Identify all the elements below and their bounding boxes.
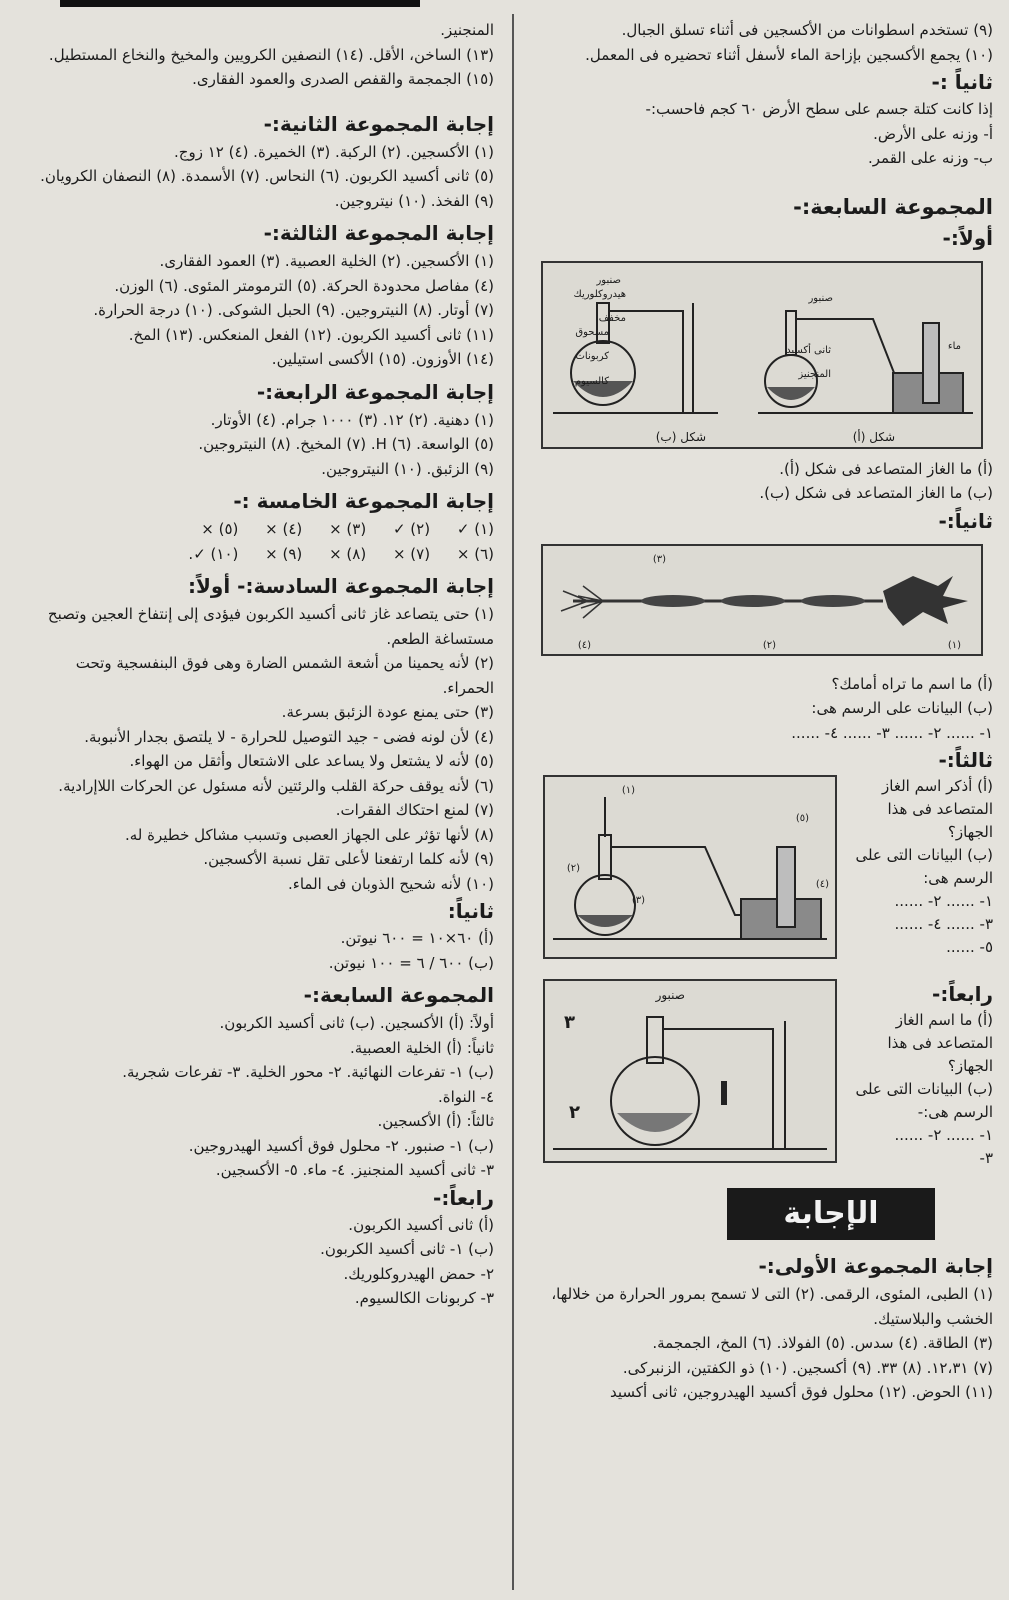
text-line: إذا كانت كتلة جسم على سطح الأرض ٦٠ كجم فاحسب:-: [645, 100, 993, 118]
section-heading: رابعاً:-: [433, 1185, 494, 1210]
answer-mark: (٧) ×: [392, 544, 431, 563]
answer-line: (٤) لأن لونه فضى - جيد التوصيل للحرارة - لا يلتصق بجدار الأنبوبة.: [84, 727, 494, 746]
answer-line: (٩) لأنه كلما ارتفعنا لأعلى تقل نسبة الأكسجين.: [203, 850, 494, 868]
answer-line: (١) حتى يتصاعد غاز ثانى أكسيد الكربون فيؤدى إلى إنتفاخ العجين وتصبح مستساغة الطعم.: [47, 605, 494, 648]
answer-group4-heading: إجابة المجموعة الرابعة:-: [256, 379, 494, 404]
answer-mark: (٣) ×: [329, 520, 367, 538]
answer-mark: (١٠) ✓.: [188, 544, 239, 563]
figure-co2-apparatus: [543, 979, 837, 1163]
question-text-block: [843, 1009, 993, 1170]
answer-line: (ب) ١- ثانى أكسيد الكربون.: [320, 1240, 494, 1258]
answer-line: (٣) حتى يمنع عودة الزئبق بسرعة.: [281, 703, 494, 721]
group7-heading: المجموعة السابعة:-: [793, 194, 993, 219]
apparatus-drawing: [545, 981, 835, 1161]
answer-line: ثانياً: (أ) الخلية العصبية.: [349, 1038, 494, 1057]
answer-marks-row: [24, 542, 494, 567]
apparatus-drawing: [545, 777, 835, 957]
answer-mark: (٢) ✓: [392, 520, 431, 538]
fig-label: ٢: [569, 1102, 580, 1123]
fig-caption: شكل (أ): [852, 429, 895, 444]
answer-line: (١) دهنية. (٢) ١٢. (٣) ١٠٠٠ جرام. (٤) الأوتار.: [210, 410, 494, 429]
text-line: (١٥) الجمجمة والقفص الصدرى والعمود الفقارى.: [192, 70, 494, 88]
fig-label: مسحوق كربونات كالسيوم: [574, 326, 609, 387]
text-line: المنجنيز.: [440, 21, 494, 39]
answer-group2-heading: إجابة المجموعة الثانية:-: [263, 111, 494, 136]
answer-mark: (٨) ×: [329, 544, 367, 563]
answer-line: (٢) لأنه يحمينا من أشعة الشمس الضارة وهى فوق البنفسجية وتحت الحمراء.: [75, 654, 494, 697]
section-heading: رابعاً:-: [932, 982, 993, 1006]
answer-line: (أ) ثانى أكسيد الكربون.: [348, 1215, 494, 1234]
answer-line: أولاً: (أ) الأكسجين. (ب) ثانى أكسيد الكربون.: [219, 1014, 494, 1032]
answer-line: (١٠) لأنه شحيح الذوبان فى الماء.: [288, 874, 494, 893]
answer-line: (٦) لأنه يوقف حركة القلب والرئتين لأنه مسئول عن الحركات اللاإرادية.: [58, 776, 494, 795]
column-divider: [512, 14, 514, 1590]
fig-label: (٤): [577, 639, 591, 651]
answer-group7-heading: المجموعة السابعة:-: [303, 983, 494, 1007]
answer-line: (١) الأكسجين. (٢) الركبة. (٣) الخميرة. (٤) ١٢ زوج.: [174, 142, 494, 161]
text-line: (١٠) يجمع الأكسجين بإزاحة الماء لأسفل أثناء تحضيره فى المعمل.: [585, 45, 993, 64]
answer-line: (١) الأكسجين. (٢) الخلية العصبية. (٣) العمود الفقارى.: [159, 252, 494, 270]
answer-line: (ب) ١- صنبور. ٢- محلول فوق أكسيد الهيدروجين.: [188, 1136, 494, 1155]
question-line: ٥- ......: [946, 938, 993, 956]
top-rule: [60, 0, 420, 7]
answer-banner: الإجابة: [727, 1188, 935, 1240]
answer-line: (٥) ثانى أكسيد الكربون. (٦) النحاس. (٧) الأسمدة. (٨) النصفان الكرويان. (٩) الفخذ. (١٠) نيتروجين.: [40, 167, 494, 210]
text-line: أ- وزنه على الأرض.: [873, 124, 993, 143]
answer-line: (٣) الطاقة. (٤) سدس. (٥) الفولاذ. (٦) المخ، الجمجمة.: [652, 1334, 993, 1352]
question-line: ٣- ...... ٤- ......: [894, 915, 993, 933]
answer-line: (٧) لمنع احتكاك الفقرات.: [335, 801, 494, 819]
answer-line: (٥) الواسعة. (٦) H. (٧) المخيخ. (٨) النيتروجين.: [198, 435, 494, 453]
fig-label: (٤): [815, 879, 829, 890]
answer-mark: (٩) ×: [265, 544, 303, 563]
answer-line: (ب) ١- تفرعات النهائية. ٢- محور الخلية. ٣- تفرعات شجرية.: [122, 1063, 494, 1081]
question-line: (أ) ما اسم ما تراه أمامك؟: [831, 674, 993, 693]
question-line: (أ) ما اسم الغاز المتصاعد فى هذا الجهاز؟: [887, 1011, 993, 1075]
answer-line: (أ) ٦٠×١٠ = ٦٠٠ نيوتن.: [340, 929, 494, 947]
question-line: ١- ...... ٢- ......: [894, 1126, 993, 1144]
section-heading: ثانياً:-: [938, 508, 993, 533]
fig-label: (٣): [652, 553, 666, 565]
question-line: (ب) البيانات التى على الرسم هى:: [855, 846, 993, 887]
answer-group5-heading: إجابة المجموعة الخامسة :-: [233, 489, 494, 513]
fig-label: (٢): [566, 863, 580, 874]
fig-label: صنبور: [596, 274, 621, 286]
fig-label: (٣): [631, 895, 645, 906]
figure-gas-apparatus-a-b: [541, 261, 983, 449]
fig-label: ثانى أكسيد المنجنيز: [786, 344, 831, 380]
answer-line: (٧) أوتار. (٨) النيتروجين. (٩) الحبل الشوكى. (١٠) درجة الحرارة.: [93, 301, 494, 319]
left-column: [24, 18, 494, 1311]
answer-line: ٣- ثانى أكسيد المنجنيز. ٤- ماء. ٥- الأكسجين.: [215, 1161, 494, 1179]
answer-line: ٣- كربونات الكالسيوم.: [354, 1289, 494, 1307]
answer-mark: (٦) ×: [456, 544, 494, 563]
answer-line: ثالثاً: (أ) الأكسجين.: [377, 1112, 494, 1130]
answer-line: (٥) لأنه لا يشتعل ولا يساعد على الاشتعال وأثقل من الهواء.: [129, 752, 494, 770]
answer-line: (٧) ١٢،٣١. (٨) ٣٣. (٩) أكسجين. (١٠) ذو الكفتين، الزنبركى.: [622, 1358, 993, 1377]
answer-mark: (٤) ×: [265, 520, 303, 538]
answer-line: (١٤) الأوزون. (١٥) الأكسى استيلين.: [271, 350, 494, 368]
answer-line: ٤- النواة.: [437, 1087, 494, 1106]
section-heading: ثانياً :-: [931, 70, 993, 94]
answer-line: (١١) ثانى أكسيد الكربون. (١٢) الفعل المنعكس. (١٣) المخ.: [128, 325, 494, 344]
question-line: (ب) البيانات على الرسم هى:: [811, 699, 993, 717]
fig-label: هيدروكلوريك مخفف: [573, 288, 626, 324]
fig-label: (٥): [795, 813, 809, 824]
answer-line: (ب) ٦٠٠ / ٦ = ١٠٠ نيوتن.: [328, 953, 494, 972]
answer-line: (١) الطبى، المئوى، الرقمى. (٢) التى لا تسمح بمرور الحرارة من خلالها، الخشب والبلاستيك.: [551, 1285, 993, 1328]
figure-neuron: [541, 544, 983, 656]
answer-marks-row: [24, 517, 494, 542]
text-line: (٩) تستخدم اسطوانات من الأكسجين فى أثناء تسلق الجبال.: [621, 21, 993, 39]
answer-line: (١١) الحوض. (١٢) محلول فوق أكسيد الهيدروجين، ثانى أكسيد: [610, 1383, 993, 1401]
question-line: (أ) ما الغاز المتصاعد فى شكل (أ).: [779, 459, 993, 478]
fig-label: (٢): [762, 639, 776, 651]
fig-label: صنبور: [655, 988, 685, 1002]
section-heading: ثانياً:: [447, 899, 494, 923]
question-line: ٣-: [979, 1149, 993, 1167]
answer-group1-heading: إجابة المجموعة الأولى:-: [758, 1254, 993, 1278]
fig-caption: شكل (ب): [655, 429, 706, 444]
question-block-3: [525, 775, 993, 959]
answer-line: (٩) الزئبق. (١٠) النيتروجين.: [321, 459, 494, 478]
fig-label: (١): [947, 639, 961, 651]
question-text-block: [843, 775, 993, 959]
answer-mark: (٥) ×: [201, 520, 239, 538]
question-line: (ب) البيانات التى على الرسم هى:-: [855, 1080, 993, 1121]
question-line: ١- ...... ٢- ......: [894, 892, 993, 910]
answer-line: (٤) مفاصل محدودة الحركة. (٥) الترمومتر المئوى. (٦) الوزن.: [114, 276, 494, 295]
fig-label: صنبور: [808, 292, 833, 304]
question-line: ١- ...... ٢- ...... ٣- ...... ٤- ......: [791, 723, 993, 742]
question-line: (ب) ما الغاز المتصاعد فى شكل (ب).: [759, 484, 993, 502]
figure-oxygen-apparatus: [543, 775, 837, 959]
answer-line: ٢- حمض الهيدروكلوريك.: [343, 1264, 494, 1283]
answer-group6-heading: إجابة المجموعة السادسة:- أولاً:: [188, 574, 494, 598]
section-heading: ثالثاً:-: [938, 748, 993, 772]
right-column: [525, 18, 993, 1405]
question-line: (أ) أذكر اسم الغاز المتصاعد فى هذا الجهاز؟: [882, 777, 993, 841]
answer-group3-heading: إجابة المجموعة الثالثة:-: [263, 221, 494, 245]
fig-label: ٣: [564, 1012, 575, 1033]
text-line: ب- وزنه على القمر.: [867, 149, 993, 167]
section-heading: أولاً:-: [942, 225, 993, 250]
fig-label: (١): [621, 785, 635, 796]
text-line: (١٣) الساخن، الأقل. (١٤) النصفين الكرويين والمخيخ والنخاع المستطيل.: [48, 45, 494, 64]
fig-label: ماء: [947, 340, 961, 352]
answer-mark: (١) ✓: [456, 520, 494, 538]
answer-line: (٨) لأنها تؤثر على الجهاز العصبى وتسبب مشاكل خطيرة له.: [124, 825, 494, 844]
